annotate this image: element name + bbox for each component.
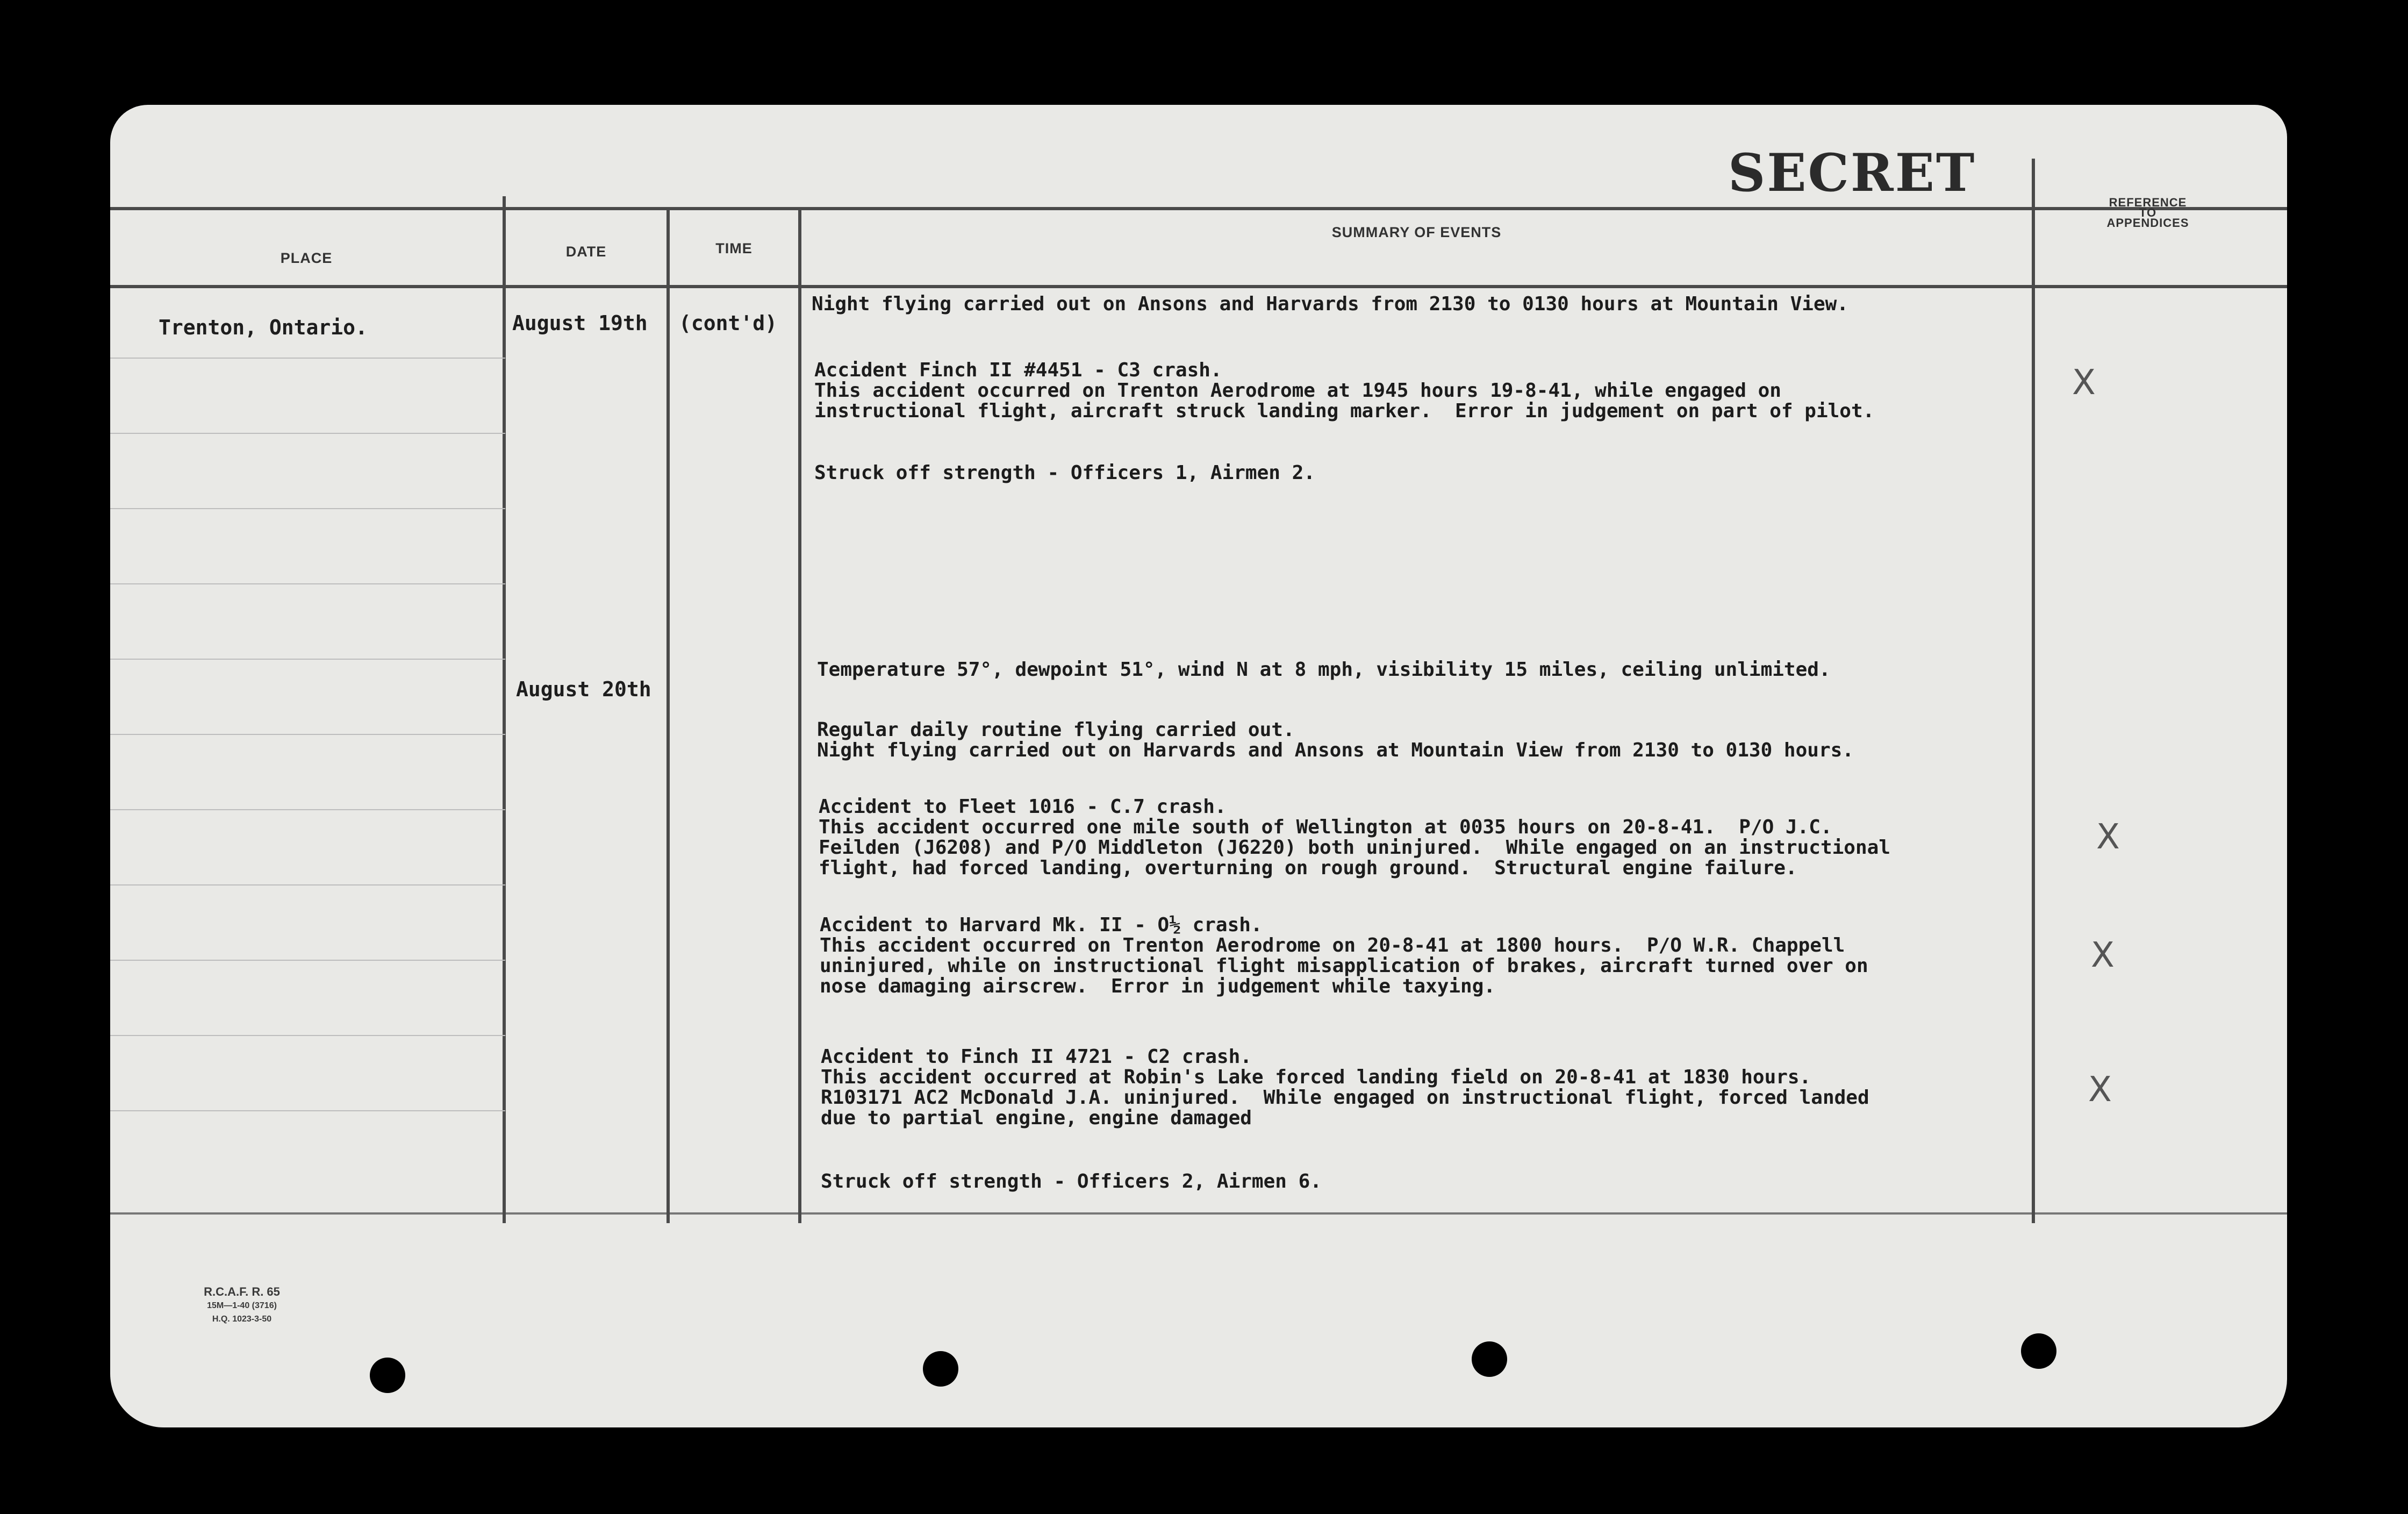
summary-line: Night flying carried out on Ansons and Harvards from 2130 to 0130 hours at Mountain View. — [812, 293, 1848, 315]
summary-line: This accident occurred on Trenton Aerodrome on 20-8-41 at 1800 hours. P/O W.R. Chappell — [820, 934, 1845, 956]
ruled-line — [110, 508, 505, 509]
col-divider-date — [503, 196, 506, 1223]
summary-line: Night flying carried out on Harvards and Ansons at Mountain View from 2130 to 0130 hours. — [817, 739, 1854, 761]
summary-line: due to partial engine, engine damaged — [821, 1107, 1252, 1129]
summary-line: Struck off strength - Officers 2, Airmen 6. — [821, 1170, 1322, 1192]
ruled-line — [110, 583, 505, 584]
header-date: DATE — [565, 244, 607, 260]
summary-line: Feilden (J6208) and P/O Middleton (J6220) both uninjured. While engaged on an instructional — [819, 837, 1890, 859]
summary-line: uninjured, while on instructional flight misapplication of brakes, aircraft turned over on — [820, 955, 1868, 977]
form-print-code: 15M—1-40 (3716) — [207, 1301, 277, 1310]
ruled-line — [110, 1035, 505, 1036]
col-divider-summary — [798, 207, 801, 1223]
ruled-line — [110, 734, 505, 735]
reference-mark: X — [2096, 817, 2120, 857]
reference-mark: X — [2088, 1070, 2112, 1110]
reference-mark: X — [2091, 935, 2115, 975]
secret-stamp: SECRET — [1728, 142, 1976, 203]
header-bottom-rule — [110, 285, 2287, 288]
ruled-line — [110, 884, 505, 885]
reference-mark: X — [2072, 363, 2096, 403]
punch-hole — [370, 1358, 405, 1393]
header-reference: REFERENCE TO APPENDICES — [2106, 196, 2189, 230]
header-time: TIME — [715, 240, 752, 256]
summary-line: This accident occurred on Trenton Aerodrome at 1945 hours 19-8-41, while engaged on — [814, 380, 1781, 402]
summary-line: Accident Finch II #4451 - C3 crash. — [814, 359, 1222, 381]
summary-line: Accident to Harvard Mk. II - O½ crash. — [820, 914, 1263, 936]
summary-line: Accident to Fleet 1016 - C.7 crash. — [819, 796, 1227, 818]
ruled-line — [110, 1110, 505, 1111]
summary-line: This accident occurred at Robin's Lake forced landing field on 20-8-41 at 1830 hours. — [821, 1066, 1811, 1088]
ruled-line — [110, 659, 505, 660]
summary-line: Regular daily routine flying carried out. — [817, 719, 1295, 741]
ruled-line — [110, 433, 505, 434]
ruled-line — [110, 358, 505, 359]
ruled-line — [110, 809, 505, 810]
summary-line: Accident to Finch II 4721 - C2 crash. — [821, 1046, 1252, 1068]
summary-line: nose damaging airscrew. Error in judgement while taxying. — [820, 975, 1496, 997]
summary-line: This accident occurred one mile south of Wellington at 0035 hours on 20-8-41. P/O J.C. — [819, 816, 1832, 838]
form-number: R.C.A.F. R. 65 — [204, 1285, 280, 1298]
punch-hole — [1472, 1341, 1507, 1377]
summary-line: flight, had forced landing, overturning on rough ground. Structural engine failure. — [819, 857, 1797, 879]
time-contd: (cont'd) — [679, 311, 778, 335]
header-place: PLACE — [280, 250, 333, 266]
punch-hole — [923, 1351, 958, 1387]
date-august-19: August 19th — [512, 311, 648, 335]
col-divider-reference — [2032, 159, 2035, 1223]
place-value: Trenton, Ontario. — [159, 316, 368, 339]
col-divider-time — [666, 207, 670, 1223]
summary-line: Temperature 57°, dewpoint 51°, wind N at 8 mph, visibility 15 miles, ceiling unlimited. — [817, 659, 1831, 681]
header-summary: SUMMARY OF EVENTS — [1331, 224, 1502, 240]
date-august-20: August 20th — [516, 677, 651, 701]
ruled-line — [110, 960, 505, 961]
form-card — [110, 105, 2287, 1427]
summary-line: Struck off strength - Officers 1, Airmen 2. — [814, 462, 1315, 484]
summary-line: instructional flight, aircraft struck landing marker. Error in judgement on part of pilot. — [814, 400, 1875, 422]
summary-line: R103171 AC2 McDonald J.A. uninjured. While engaged on instructional flight, forced landed — [821, 1087, 1869, 1109]
punch-hole — [2021, 1333, 2056, 1369]
header-top-rule — [110, 207, 2287, 210]
form-hq-code: H.Q. 1023-3-50 — [212, 1315, 272, 1324]
table-bottom-rule — [110, 1212, 2287, 1215]
